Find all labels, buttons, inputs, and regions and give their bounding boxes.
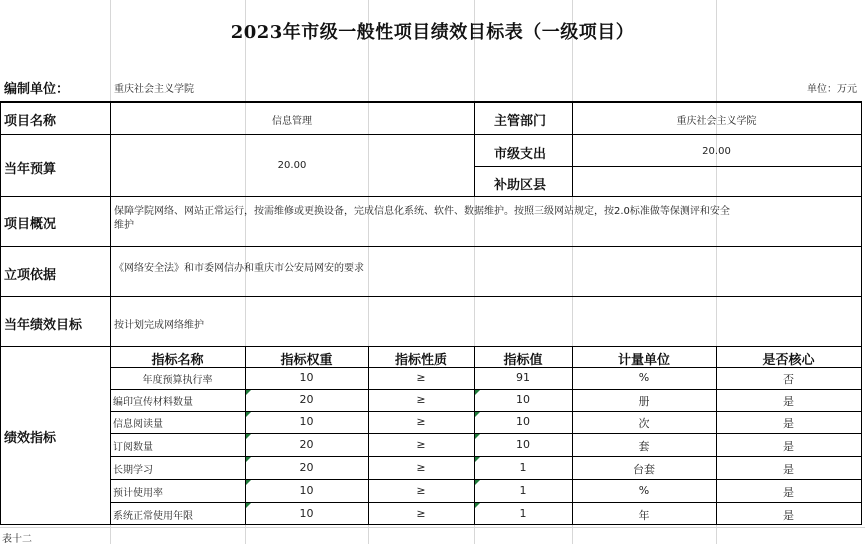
dept-label: 主管部门	[494, 114, 547, 129]
overview-value-line2: 维护	[114, 220, 134, 231]
row-6-nature: ≥	[416, 507, 426, 520]
row-2-weight: 10	[299, 415, 314, 428]
header-weight: 指标权重	[280, 353, 333, 368]
row-5-unit: %	[638, 484, 650, 497]
goal-label: 当年绩效目标	[4, 318, 83, 333]
row-4-core: 是	[783, 463, 794, 476]
row-1-unit: 册	[638, 395, 650, 408]
row-1-weight: 20	[299, 393, 314, 406]
goal-value: 按计划完成网络维护	[114, 320, 204, 331]
row-2-name: 信息阅读量	[113, 419, 163, 430]
header-core: 是否核心	[762, 353, 815, 368]
row-5-nature: ≥	[416, 484, 426, 497]
row-2-core: 是	[783, 417, 794, 430]
row-4-value: 1	[519, 461, 527, 474]
row-0-name: 年度预算执行率	[142, 375, 213, 386]
row-4-unit: 台套	[633, 463, 655, 476]
row-0-weight: 10	[299, 371, 314, 384]
row-3-value: 10	[516, 438, 530, 451]
row-2-nature: ≥	[416, 415, 426, 428]
row-3-weight: 20	[299, 438, 314, 451]
row-1-value: 10	[516, 393, 530, 406]
row-3-core: 是	[783, 440, 794, 453]
org-label: 编制单位：	[4, 82, 70, 97]
overview-label: 项目概况	[4, 217, 57, 232]
row-5-value: 1	[519, 484, 527, 497]
row-5-name: 预计使用率	[113, 488, 163, 499]
header-value: 指标值	[503, 353, 543, 368]
row-0-core: 否	[783, 373, 794, 386]
row-3-nature: ≥	[416, 438, 426, 451]
row-3-unit: 套	[638, 440, 650, 453]
row-2-value: 10	[516, 415, 530, 428]
indicators-label: 绩效指标	[4, 431, 57, 446]
dept-value: 重庆社会主义学院	[676, 116, 757, 127]
org-value: 重庆社会主义学院	[114, 84, 194, 95]
row-6-unit: 年	[638, 509, 650, 522]
row-4-nature: ≥	[416, 461, 426, 474]
row-0-unit: %	[638, 371, 650, 384]
row-6-value: 1	[519, 507, 527, 520]
basis-label: 立项依据	[4, 268, 57, 283]
row-6-name: 系统正常使用年限	[113, 511, 193, 522]
header-nature: 指标性质	[394, 353, 447, 368]
budget-label: 当年预算	[4, 162, 57, 177]
row-4-name: 长期学习	[113, 465, 153, 476]
unit-label: 单位：万元	[807, 84, 857, 95]
city-expense-label: 市级支出	[494, 147, 547, 162]
budget-value: 20.00	[277, 160, 307, 171]
city-expense-value: 20.00	[702, 146, 731, 157]
row-5-core: 是	[783, 486, 794, 499]
row-5-weight: 10	[299, 484, 314, 497]
row-6-weight: 10	[299, 507, 314, 520]
project-name-value: 信息管理	[272, 116, 312, 127]
page-title: 2023年市级一般性项目绩效目标表（一级项目）	[230, 22, 635, 43]
footer-note: 表十二	[2, 534, 32, 545]
row-1-core: 是	[783, 395, 794, 408]
row-2-unit: 次	[638, 417, 650, 430]
row-1-name: 编印宣传材料数量	[113, 397, 193, 408]
row-1-nature: ≥	[416, 393, 426, 406]
basis-value: 《网络安全法》和市委网信办和重庆市公安局网安的要求	[114, 263, 364, 274]
project-name-label: 项目名称	[4, 114, 57, 129]
row-0-value: 91	[516, 371, 530, 384]
row-6-core: 是	[783, 509, 794, 522]
row-3-name: 订阅数量	[113, 442, 153, 453]
header-indicator-name: 指标名称	[151, 353, 204, 368]
row-4-weight: 20	[299, 461, 314, 474]
row-0-nature: ≥	[416, 371, 426, 384]
overview-value-line1: 保障学院网络、网站正常运行，按需维修或更换设备，完成信息化系统、软件、数据维护。按照三级网站规定，按2.0标准做等保测评和安全	[114, 206, 730, 217]
county-subsidy-label: 补助区县	[494, 178, 547, 193]
header-unit: 计量单位	[617, 353, 670, 368]
